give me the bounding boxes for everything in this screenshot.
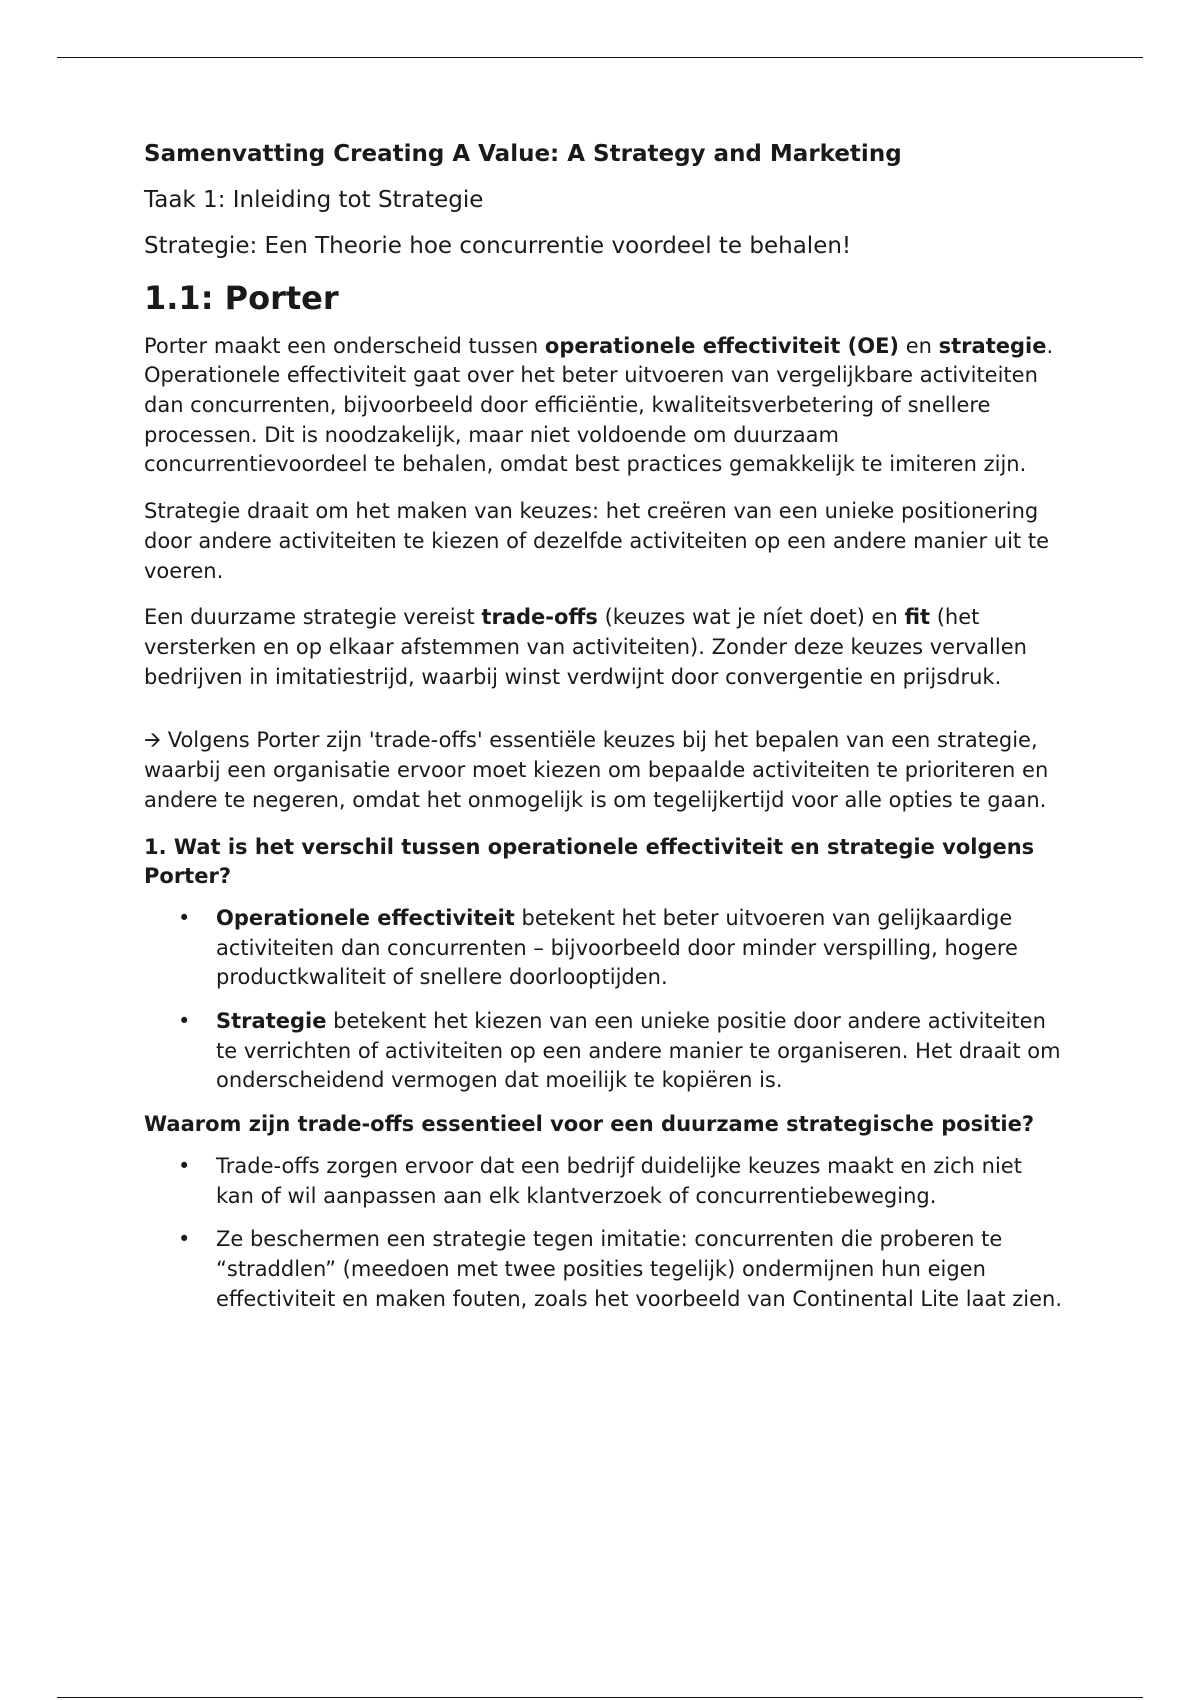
paragraph-tradeoffs-summary: 🡪 Volgens Porter zijn 'trade-offs' essentiële keuzes bij het bepalen van een strategie, waarbij een organisatie ervoor moet kiezen om bepaalde activiteiten te prioriteren en andere te negeren, omdat het onmogelijk is om tegelijkertijd voor alle opties te gaan.	[144, 728, 1049, 812]
list-item: • Trade-offs zorgen ervoor dat een bedrijf duidelijke keuzes maakt en zich niet kan of wil aanpassen aan elk klantverzoek of concurrentiebeweging.	[216, 1152, 1064, 1211]
question-2-heading: Waarom zijn trade-offs essentieel voor een duurzame strategische positie?	[144, 1112, 1035, 1137]
document-body	[144, 140, 1064, 1328]
section-heading: 1.1: Porter	[144, 278, 339, 317]
question-1-list	[144, 904, 1064, 1096]
paragraph-tradeoffs-fit: Een duurzame strategie vereist trade-offs (keuzes wat je níet doet) en fit (het versterken en op elkaar afstemmen van activiteiten). Zonder deze keuzes vervallen bedrijven in imitatiestrijd, waarbij winst verdwijnt door convergentie en prijsdruk.	[144, 605, 1027, 689]
strategy-definition: Strategie: Een Theorie hoe concurrentie voordeel te behalen!	[144, 232, 852, 259]
task-label: Taak 1: Inleiding tot Strategie	[144, 186, 484, 213]
question-1-heading: 1. Wat is het verschil tussen operationele effectiviteit en strategie volgens Porter?	[144, 834, 1035, 889]
question-2-list	[144, 1152, 1064, 1315]
list-item: • Ze beschermen een strategie tegen imitatie: concurrenten die proberen te “straddlen” (meedoen met twee posities tegelijk) ondermijnen hun eigen effectiviteit en maken fouten, zoals het voorbeeld van Continental Lite laat zien.	[216, 1225, 1064, 1314]
list-item: • Operationele effectiviteit betekent het beter uitvoeren van gelijkaardige activiteiten dan concurrenten – bijvoorbeeld door minder verspilling, hogere productkwaliteit of snellere doorlooptijden.	[216, 904, 1064, 993]
list-item: • Strategie betekent het kiezen van een unieke positie door andere activiteiten te verrichten of activiteiten op een andere manier te organiseren. Het draait om onderscheidend vermogen dat moeilijk te kopiëren is.	[216, 1007, 1064, 1096]
paragraph-oe-vs-strategy: Porter maakt een onderscheid tussen operationele effectiviteit (OE) en strategie. Operationele effectiviteit gaat over het beter uitvoeren van vergelijkbare activiteiten dan concurrenten, bijvoorbeeld door efficiëntie, kwaliteitsverbetering of snellere processen. Dit is noodzakelijk, maar niet voldoende om duurzaam concurrentievoordeel te behalen, omdat best practices gemakkelijk te imiteren zijn.	[144, 333, 1054, 477]
document-title: Samenvatting Creating A Value: A Strategy and Marketing	[144, 141, 902, 167]
bottom-rule	[57, 1697, 1143, 1698]
paragraph-strategy-choices: Strategie draait om het maken van keuzes: het creëren van een unieke positionering door andere activiteiten te kiezen of dezelfde activiteiten op een andere manier uit te voeren.	[144, 499, 1049, 583]
top-rule	[57, 57, 1143, 58]
